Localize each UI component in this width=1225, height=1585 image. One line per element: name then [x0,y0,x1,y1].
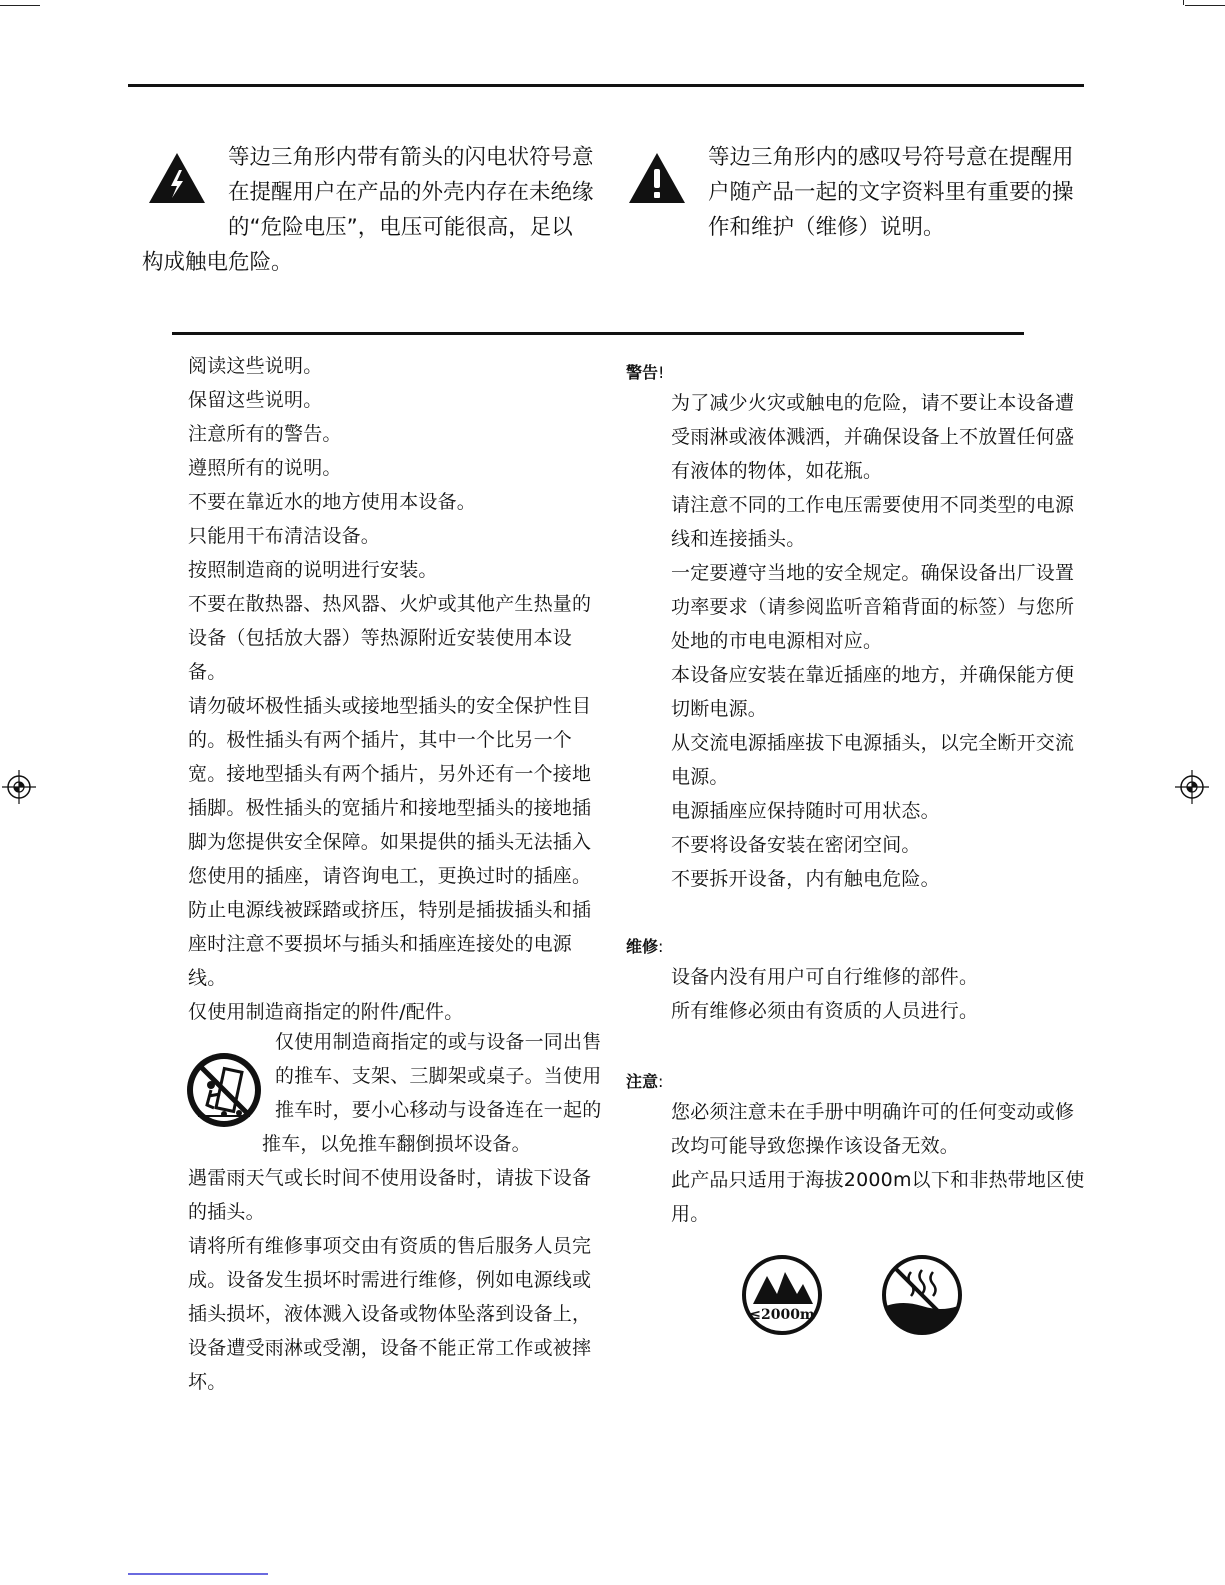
warning-list [671,386,1074,896]
instruction-line: 宽。接地型插头有两个插片，另外还有一个接地 [188,763,592,785]
footer-underline [128,1573,268,1575]
warning-line: 受雨淋或液体溅洒，并确保设备上不放置任何盛 [671,426,1075,448]
text-line: 的“危险电压”，电压可能很高，足以 [228,215,573,240]
section-rule [172,332,1024,335]
heading-mark: ! [658,363,665,382]
caution-line: 用。 [671,1203,710,1225]
instruction-line: 遇雷雨天气或长时间不使用设备时，请拔下设备 [188,1167,592,1189]
instruction-line: 按照制造商的说明进行安装。 [188,559,438,581]
warning-line: 不要将设备安装在密闭空间。 [671,834,921,856]
cart-warning-last-line: 推车，以免推车翻倒损坏设备。 [262,1133,531,1155]
instruction-line: 注意所有的警告。 [188,423,342,445]
instruction-line: 脚为您提供安全保障。如果提供的插头无法插入 [188,831,592,853]
instruction-line: 的。极性插头有两个插片，其中一个比另一个 [188,729,573,751]
warning-line: 电源插座应保持随时可用状态。 [671,800,940,822]
non-tropical-climate-icon [881,1254,963,1336]
lightning-warning-icon [148,152,206,204]
instruction-line: 设备遭受雨淋或受潮，设备不能正常工作或被摔 [188,1337,592,1359]
crop-mark [1185,5,1225,6]
instruction-line: 防止电源线被踩踏或挤压，特别是插拔插头和插 [188,899,592,921]
instruction-line: 插头损坏，液体溅入设备或物体坠落到设备上， [188,1303,592,1325]
instruction-line: 保留这些说明。 [188,389,323,411]
text-line: 等边三角形内的感叹号符号意在提醒用 [708,145,1074,170]
caution-line: 改均可能导致您操作该设备无效。 [671,1135,960,1157]
warning-line: 线和连接插头。 [671,528,806,550]
instruction-line: 的推车、支架、三脚架或桌子。当使用 [275,1065,602,1087]
instruction-line: 仅使用制造商指定的附件/配件。 [188,1001,464,1023]
heading-mark: : [658,937,664,956]
instruction-line: 仅使用制造商指定的或与设备一同出售 [275,1031,602,1053]
instruction-line: 插脚。极性插头的宽插片和接地型插头的接地插 [188,797,592,819]
warning-line: 切断电源。 [671,698,768,720]
instruction-line: 座时注意不要损坏与插头和插座连接处的电源 [188,933,573,955]
instruction-line: 成。设备发生损坏时需进行维修，例如电源线或 [188,1269,592,1291]
instruction-line: 阅读这些说明。 [188,355,323,377]
caution-heading [626,1069,663,1092]
warning-line: 从交流电源插座拔下电源插头，以完全断开交流 [671,732,1075,754]
warning-line: 电源。 [671,766,729,788]
altitude-icon-label: ≤2000m [749,1307,815,1323]
cart-warning-text [275,1025,601,1127]
service-list [671,960,978,1028]
crop-mark [1183,0,1184,5]
heading-label: 注意 [626,1072,659,1091]
cart-tip-over-warning-icon [184,1050,264,1130]
registration-mark-icon [2,770,36,804]
warning-line: 本设备应安装在靠近插座的地方，并确保能方便 [671,664,1075,686]
service-line: 设备内没有用户可自行维修的部件。 [671,966,979,988]
safety-instructions-list [188,349,591,1029]
caution-line: 您必须注意未在手册中明确许可的任何变动或修 [671,1101,1075,1123]
exclamation-warning-icon [628,152,686,204]
instruction-line: 不要在靠近水的地方使用本设备。 [188,491,477,513]
caution-list [671,1095,1084,1231]
instruction-line: 线。 [188,967,227,989]
instruction-line: 推车时，要小心移动与设备连在一起的 [275,1099,602,1121]
warning-line: 处地的市电电源相对应。 [671,630,883,652]
warning-line: 功率要求（请参阅监听音箱背面的标签）与您所 [671,596,1075,618]
instruction-line: 设备（包括放大器）等热源附近安装使用本设 [188,627,573,649]
exclamation-symbol-text [708,140,1074,245]
instruction-line: 遵照所有的说明。 [188,457,342,479]
warning-line: 一定要遵守当地的安全规定。确保设备出厂设置 [671,562,1075,584]
warning-line: 为了减少火灾或触电的危险，请不要让本设备遭 [671,392,1075,414]
text-line: 等边三角形内带有箭头的闪电状符号意 [228,145,594,170]
heading-label: 维修 [626,937,659,956]
warning-line: 请注意不同的工作电压需要使用不同类型的电源 [671,494,1075,516]
instruction-line: 您使用的插座，请咨询电工，更换过时的插座。 [188,865,592,887]
instruction-line: 的插头。 [188,1201,265,1223]
top-rule [128,84,1084,87]
safety-instructions-list-continued [188,1161,591,1399]
heading-label: 警告 [626,363,659,382]
instruction-line: 只能用干布清洁设备。 [188,525,381,547]
registration-mark-icon [1175,770,1209,804]
instruction-line: 备。 [188,661,227,683]
caution-line: 此产品只适用于海拔2000m以下和非热带地区使 [671,1169,1085,1191]
instruction-line: 坏。 [188,1371,227,1393]
text-line: 作和维护（维修）说明。 [708,215,945,240]
instruction-line: 请勿破坏极性插头或接地型插头的安全保护性目 [188,695,592,717]
instruction-line: 不要在散热器、热风器、火炉或其他产生热量的 [188,593,592,615]
altitude-limit-icon [741,1254,823,1336]
lightning-symbol-text-last: 构成触电危险。 [142,250,293,275]
warning-heading [626,360,664,383]
warning-line: 有液体的物体，如花瓶。 [671,460,883,482]
service-line: 所有维修必须由有资质的人员进行。 [671,1000,979,1022]
service-heading [626,934,663,957]
text-line: 在提醒用户在产品的外壳内存在未绝缘 [228,180,594,205]
heading-mark: : [658,1072,664,1091]
crop-mark [0,5,40,6]
warning-line: 不要拆开设备，内有触电危险。 [671,868,940,890]
text-line: 户随产品一起的文字资料里有重要的操 [708,180,1074,205]
instruction-line: 请将所有维修事项交由有资质的售后服务人员完 [188,1235,592,1257]
lightning-symbol-text [228,140,594,245]
